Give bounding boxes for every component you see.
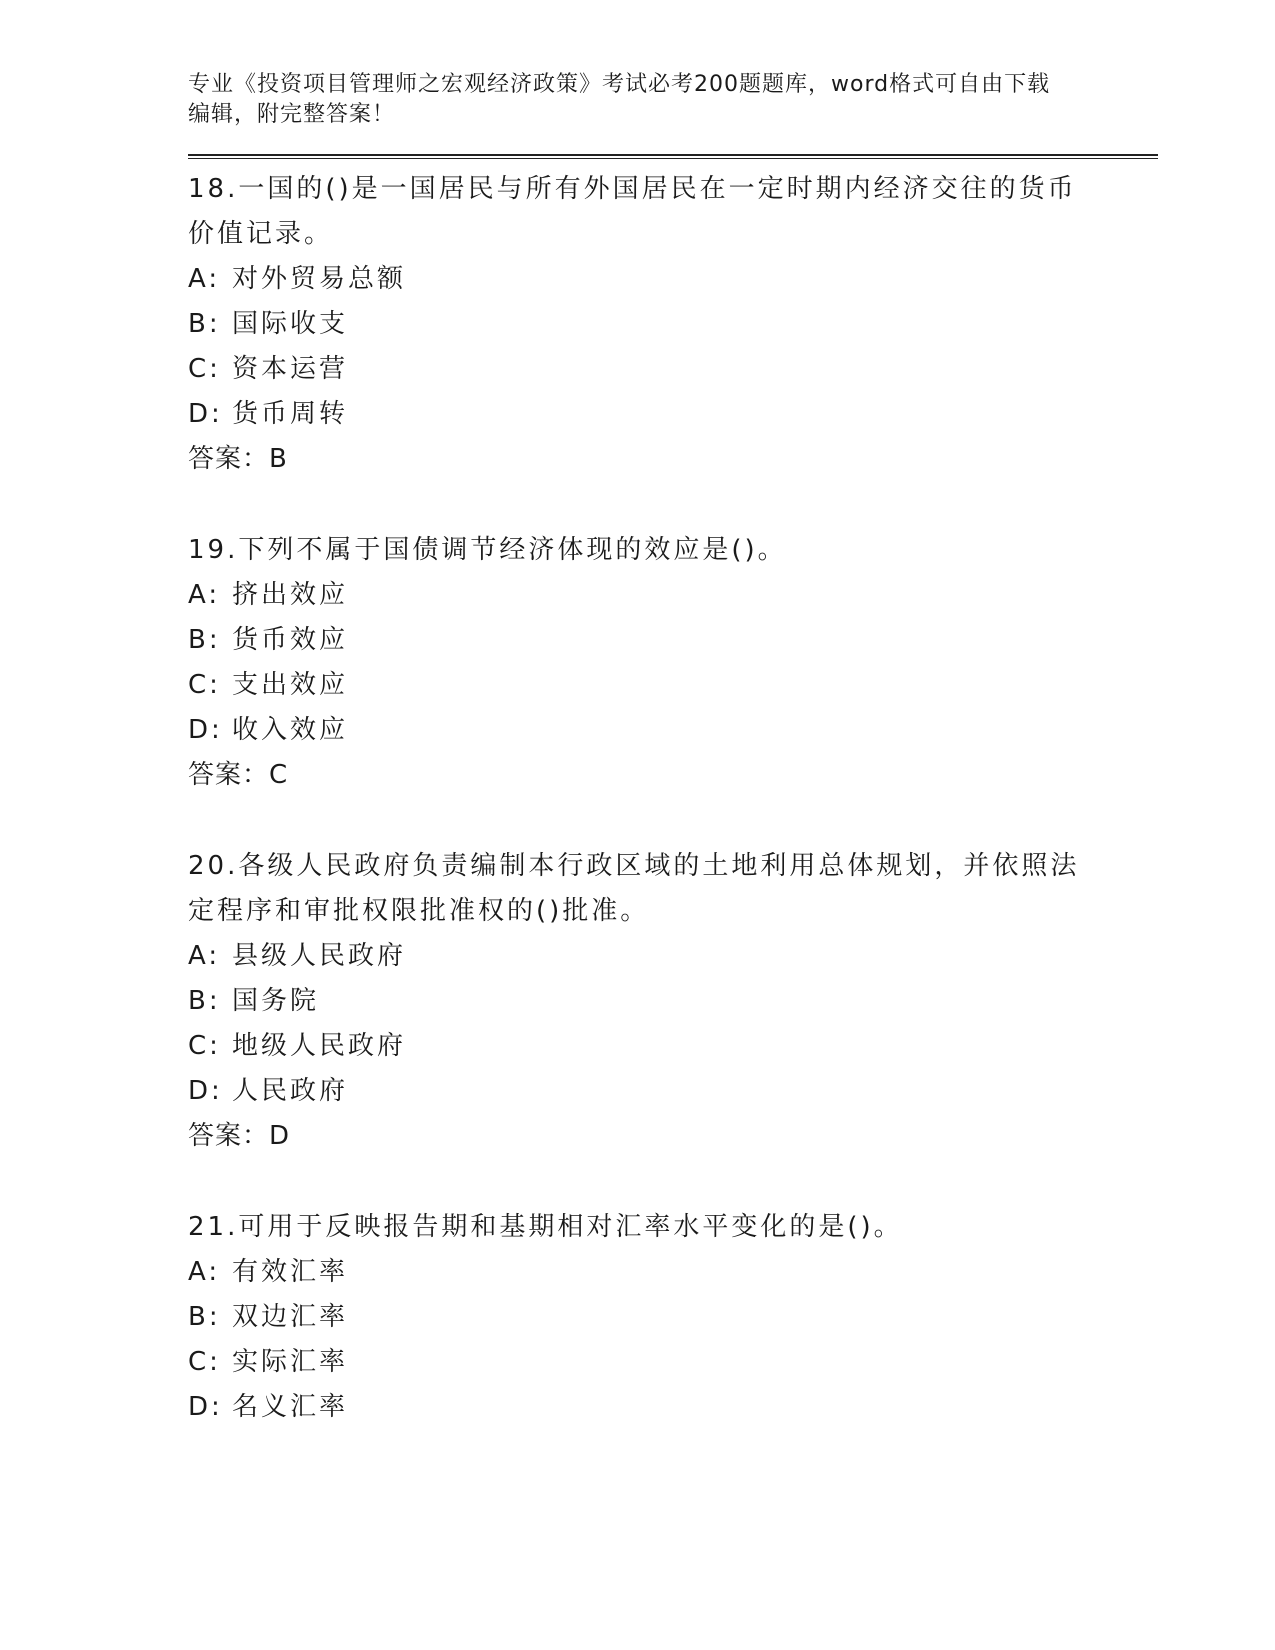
- option-text: 收入效应: [232, 715, 349, 745]
- question-stem: 18.一国的()是一国居民与所有外国居民在一定时期内经济交往的货币价值记录。: [188, 174, 1077, 249]
- answer-line: 答案：D: [188, 1121, 291, 1151]
- question-21: [188, 1205, 1158, 1430]
- option-b: [188, 618, 1158, 663]
- option-text: 资本运营: [232, 354, 349, 384]
- option-text: 挤出效应: [232, 580, 349, 610]
- option-text: 人民政府: [232, 1076, 349, 1106]
- option-text: 双边汇率: [232, 1302, 349, 1332]
- option-a: [188, 1250, 1158, 1295]
- header-divider: [188, 154, 1158, 159]
- option-key: A:: [188, 264, 221, 294]
- answer-line: 答案：C: [188, 760, 289, 790]
- question-list: [188, 167, 1158, 1430]
- option-text: 有效汇率: [232, 1257, 349, 1287]
- option-d: [188, 392, 1158, 437]
- option-key: C:: [188, 1347, 221, 1377]
- option-text: 实际汇率: [232, 1347, 349, 1377]
- question-stem: 21.可用于反映报告期和基期相对汇率水平变化的是()。: [188, 1212, 903, 1242]
- option-text: 县级人民政府: [232, 941, 407, 971]
- option-key: C:: [188, 354, 221, 384]
- option-key: B:: [188, 625, 221, 655]
- question-18: [188, 167, 1158, 482]
- option-text: 国务院: [232, 986, 320, 1016]
- option-key: D:: [188, 1392, 223, 1422]
- option-key: B:: [188, 309, 221, 339]
- answer-line: 答案：B: [188, 444, 288, 474]
- option-text: 货币周转: [232, 399, 349, 429]
- option-c: [188, 347, 1158, 392]
- document-header: 专业《投资项目管理师之宏观经济政策》考试必考200题题库，word格式可自由下载编辑，附完整答案！: [188, 72, 1051, 127]
- option-d: [188, 708, 1158, 753]
- option-key: B:: [188, 1302, 221, 1332]
- question-19: [188, 528, 1158, 798]
- option-c: [188, 1340, 1158, 1385]
- question-20: [188, 844, 1158, 1159]
- option-d: [188, 1069, 1158, 1114]
- option-key: A:: [188, 580, 221, 610]
- option-a: [188, 573, 1158, 618]
- option-key: D:: [188, 399, 223, 429]
- option-a: [188, 257, 1158, 302]
- option-key: A:: [188, 1257, 221, 1287]
- option-text: 地级人民政府: [232, 1031, 407, 1061]
- option-text: 支出效应: [232, 670, 349, 700]
- option-b: [188, 302, 1158, 347]
- option-text: 名义汇率: [232, 1392, 349, 1422]
- option-d: [188, 1385, 1158, 1430]
- option-key: D:: [188, 715, 223, 745]
- document-page: [188, 70, 1158, 1476]
- option-c: [188, 1024, 1158, 1069]
- option-a: [188, 934, 1158, 979]
- option-key: C:: [188, 670, 221, 700]
- question-stem: 19.下列不属于国债调节经济体现的效应是()。: [188, 535, 787, 565]
- option-key: D:: [188, 1076, 223, 1106]
- option-text: 货币效应: [232, 625, 349, 655]
- option-b: [188, 979, 1158, 1024]
- option-key: A:: [188, 941, 221, 971]
- option-key: B:: [188, 986, 221, 1016]
- question-stem: 20.各级人民政府负责编制本行政区域的土地利用总体规划，并依照法定程序和审批权限批准权的()批准。: [188, 851, 1080, 926]
- option-text: 对外贸易总额: [232, 264, 407, 294]
- option-text: 国际收支: [232, 309, 349, 339]
- option-c: [188, 663, 1158, 708]
- option-key: C:: [188, 1031, 221, 1061]
- option-b: [188, 1295, 1158, 1340]
